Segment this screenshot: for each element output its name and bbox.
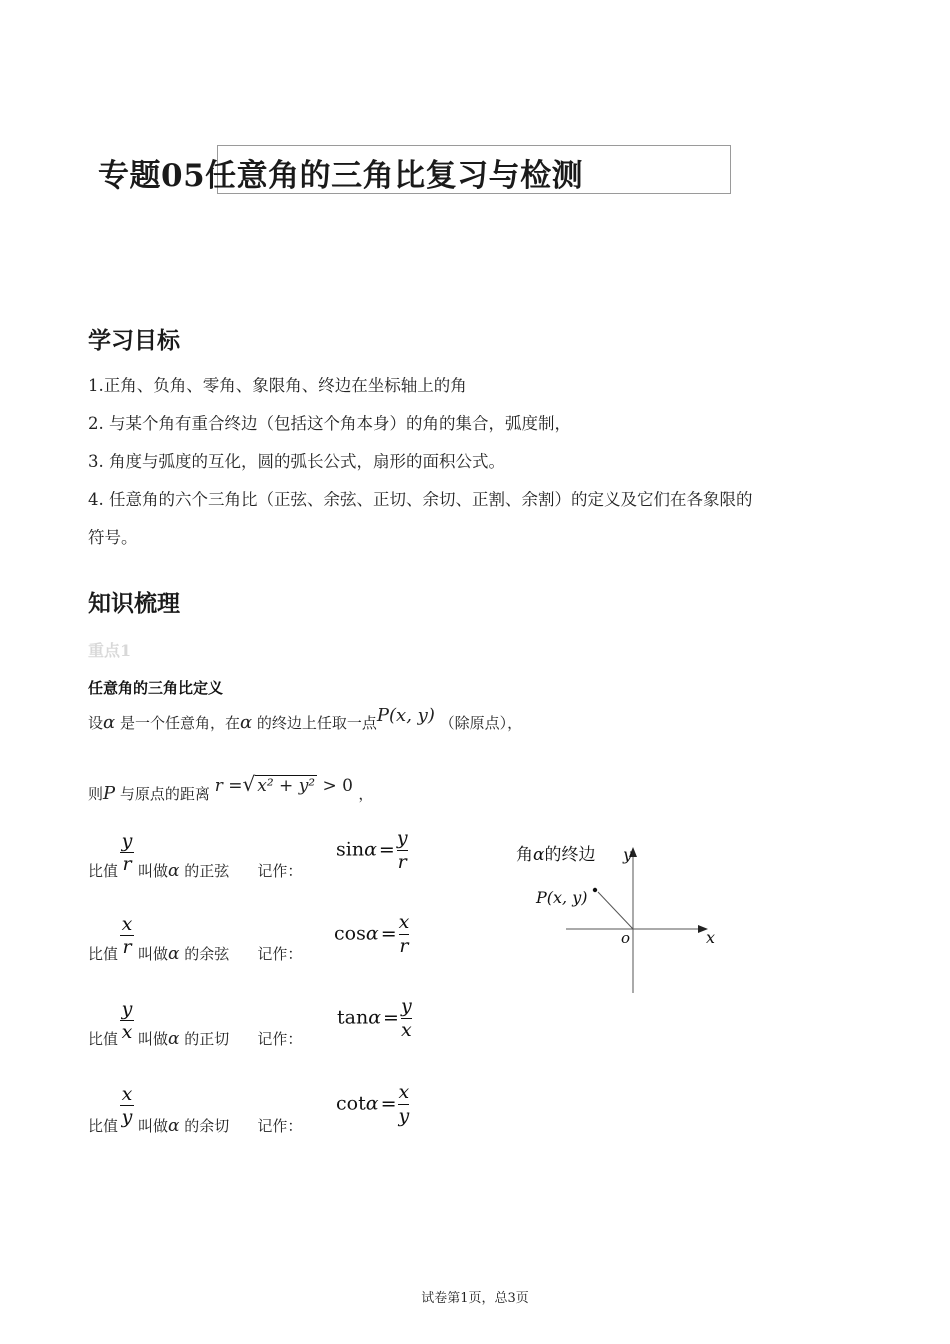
definition-line-2: 则P 与原点的距离 r =√ x² + y² > 0 ， <box>88 772 374 804</box>
key-point-label: 重点1 <box>88 641 132 660</box>
x-axis-label: x <box>706 928 716 947</box>
origin-label: o <box>621 929 631 947</box>
point-p-dot <box>593 888 597 892</box>
goal-item: 4. 任意角的六个三角比（正弦、余弦、正切、余切、正割、余割）的定义及它们在各象限的 <box>88 490 753 509</box>
definition-subheading: 任意角的三角比定义 <box>88 679 224 697</box>
ratio-fraction: y x <box>121 998 133 1043</box>
cotangent-formula: cotα = $\frac{x}{y}$ <box>336 1081 410 1127</box>
terminal-side-diagram <box>500 835 730 1000</box>
terminal-label: 角α的终边 <box>516 845 596 865</box>
goal-item: 符号。 <box>88 528 138 547</box>
cotangent-definition: 比值 叫做α 的余切 记作： <box>88 1116 303 1136</box>
section-heading-goals: 学习目标 <box>88 328 180 354</box>
goal-item: 3. 角度与弧度的互化，圆的弧长公式，扇形的面积公式。 <box>88 452 505 471</box>
goal-item: 2. 与某个角有重合终边（包括这个角本身）的角的集合，弧度制， <box>88 414 571 433</box>
y-axis-label: y <box>623 845 633 864</box>
terminal-side-line <box>598 892 633 929</box>
tangent-formula: tanα = $\frac{y}{x}$ <box>337 995 412 1041</box>
section-heading-knowledge: 知识梳理 <box>88 591 180 617</box>
point-p-label: P(x, y) <box>536 888 588 907</box>
cosine-formula: cosα = $\frac{x}{r}$ <box>334 911 410 957</box>
page-title: 专题05任意角的三角比复习与检测 <box>98 158 584 194</box>
sine-formula: sinα = $\frac{y}{r}$ <box>336 827 408 873</box>
goal-item: 1.正角、负角、零角、象限角、终边在坐标轴上的角 <box>88 376 467 395</box>
ratio-fraction: x r <box>121 913 133 958</box>
page-footer: 试卷第1页，总3页 <box>421 1291 529 1306</box>
ratio-fraction: y r <box>121 830 133 875</box>
cosine-definition: 比值 叫做α 的余弦 记作： <box>88 944 303 964</box>
goals-list <box>88 367 868 557</box>
tangent-definition: 比值 叫做α 的正切 记作： <box>88 1029 303 1049</box>
definition-line-1: 设α 是一个任意角，在α 的终边上任取一点P(x, y) （除原点）， <box>88 705 523 733</box>
ratio-fraction: x y <box>121 1083 133 1128</box>
sine-definition: 比值 叫做α 的正弦 记作： <box>88 861 303 881</box>
